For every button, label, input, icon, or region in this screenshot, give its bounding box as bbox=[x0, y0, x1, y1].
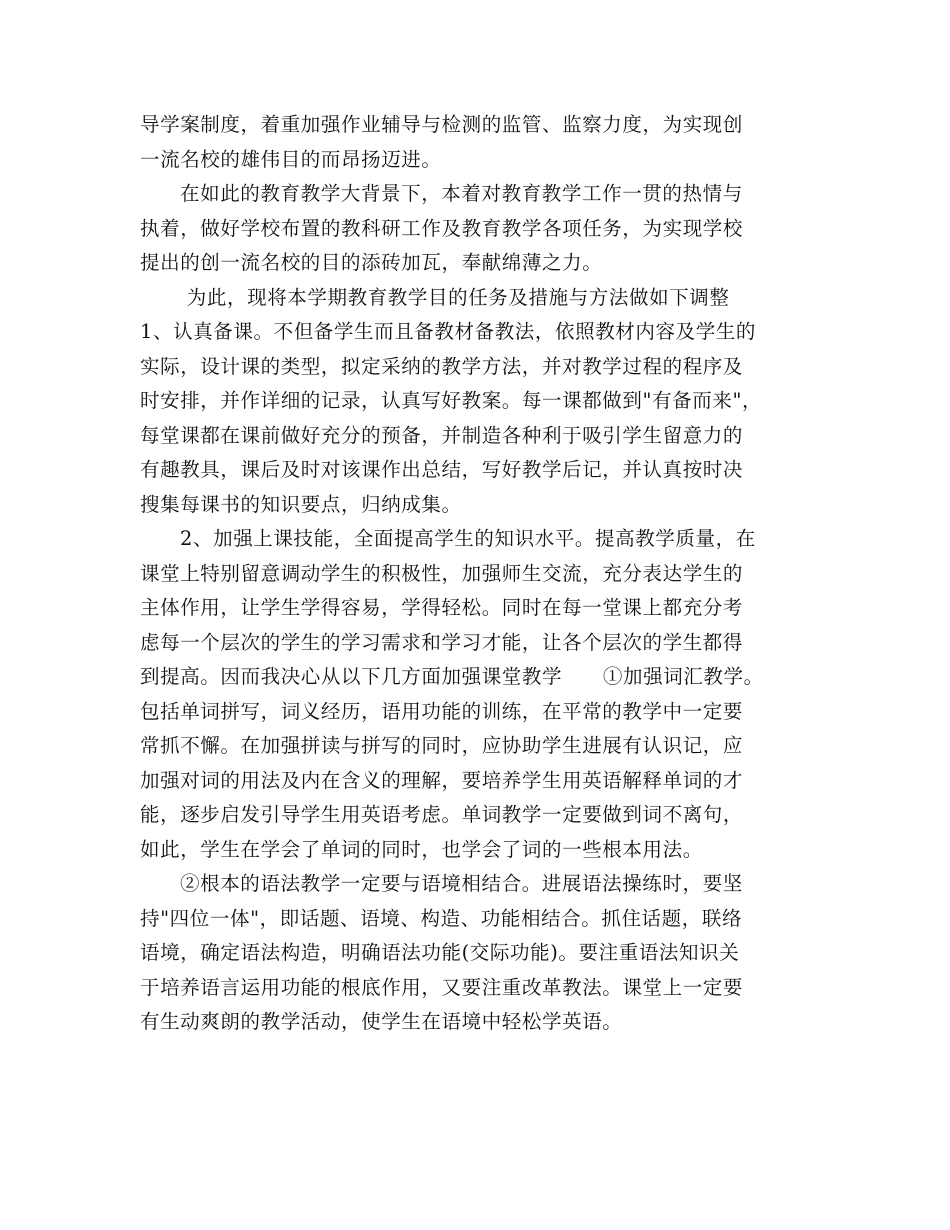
text-line: 有生动爽朗的教学活动，使学生在语境中轻松学英语。 bbox=[140, 1010, 623, 1033]
text-line: 提出的创一流名校的目的添砖加瓦，奉献绵薄之力。 bbox=[140, 251, 603, 274]
text-line: 主体作用，让学生学得容易，学得轻松。同时在每一堂课上都充分考 bbox=[140, 596, 744, 619]
text-line: 虑每一个层次的学生的学习需求和学习才能，让各个层次的学生都得 bbox=[140, 630, 744, 654]
text-line: 一流名校的雄伟目的而昂扬迈进。 bbox=[140, 147, 442, 171]
text-line: 导学案制度，着重加强作业辅导与检测的监管、监察力度，为实现创 bbox=[140, 113, 744, 136]
text-line: 2、加强上课技能，全面提高学生的知识水平。提高教学质量，在 bbox=[180, 527, 756, 550]
text-line: 执着，做好学校布置的教科研工作及教育教学各项任务，为实现学校 bbox=[140, 216, 744, 240]
text-line: 搜集每课书的知识要点，归纳成集。 bbox=[140, 492, 462, 516]
text-line: 持"四位一体"，即话题、语境、构造、功能相结合。抓住话题，联络 bbox=[140, 906, 743, 930]
text-line: 于培养语言运用功能的根底作用，又要注重改革教法。课堂上一定要 bbox=[140, 975, 744, 999]
text-line: 有趣教具，课后及时对该课作出总结，写好教学后记，并认真按时决 bbox=[140, 458, 744, 481]
text-line: 能，逐步启发引导学生用英语考虑。单词教学一定要做到词不离句， bbox=[140, 803, 744, 826]
document-body bbox=[140, 108, 826, 1040]
text-line: 课堂上特别留意调动学生的积极性，加强师生交流，充分表达学生的 bbox=[140, 561, 744, 585]
text-line: 为此，现将本学期教育教学目的任务及措施与方法做如下调整 bbox=[180, 285, 730, 309]
text-line: 每堂课都在课前做好充分的预备，并制造各种利于吸引学生留意力的 bbox=[140, 423, 744, 447]
text-line: 加强对词的用法及内在含义的理解，要培养学生用英语解释单词的才 bbox=[140, 768, 744, 792]
text-line: 常抓不懈。在加强拼读与拼写的同时，应协助学生进展有认识记，应 bbox=[140, 734, 744, 757]
text-line: 在如此的教育教学大背景下，本着对教育教学工作一贯的热情与 bbox=[180, 182, 743, 205]
text-line: 语境，确定语法构造，明确语法功能(交际功能)。要注重语法知识关 bbox=[140, 941, 740, 964]
text-line: 到提高。因而我决心从以下几方面加强课堂教学 ①加强词汇教学。 bbox=[140, 665, 764, 688]
text-line: 时安排，并作详细的记录，认真写好教案。每一课都做到"有备而来"， bbox=[140, 389, 763, 412]
text-line: 包括单词拼写，词义经历，语用功能的训练，在平常的教学中一定要 bbox=[140, 699, 744, 723]
text-line: ②根本的语法教学一定要与语境相结合。进展语法操练时，要坚 bbox=[180, 872, 743, 895]
text-line: 如此，学生在学会了单词的同时，也学会了词的一些根本用法。 bbox=[140, 837, 703, 861]
text-line: 1、认真备课。不但备学生而且备教材备教法，依照教材内容及学生的 bbox=[140, 320, 757, 343]
text-line: 实际，设计课的类型，拟定采纳的教学方法，并对教学过程的程序及 bbox=[140, 354, 744, 378]
